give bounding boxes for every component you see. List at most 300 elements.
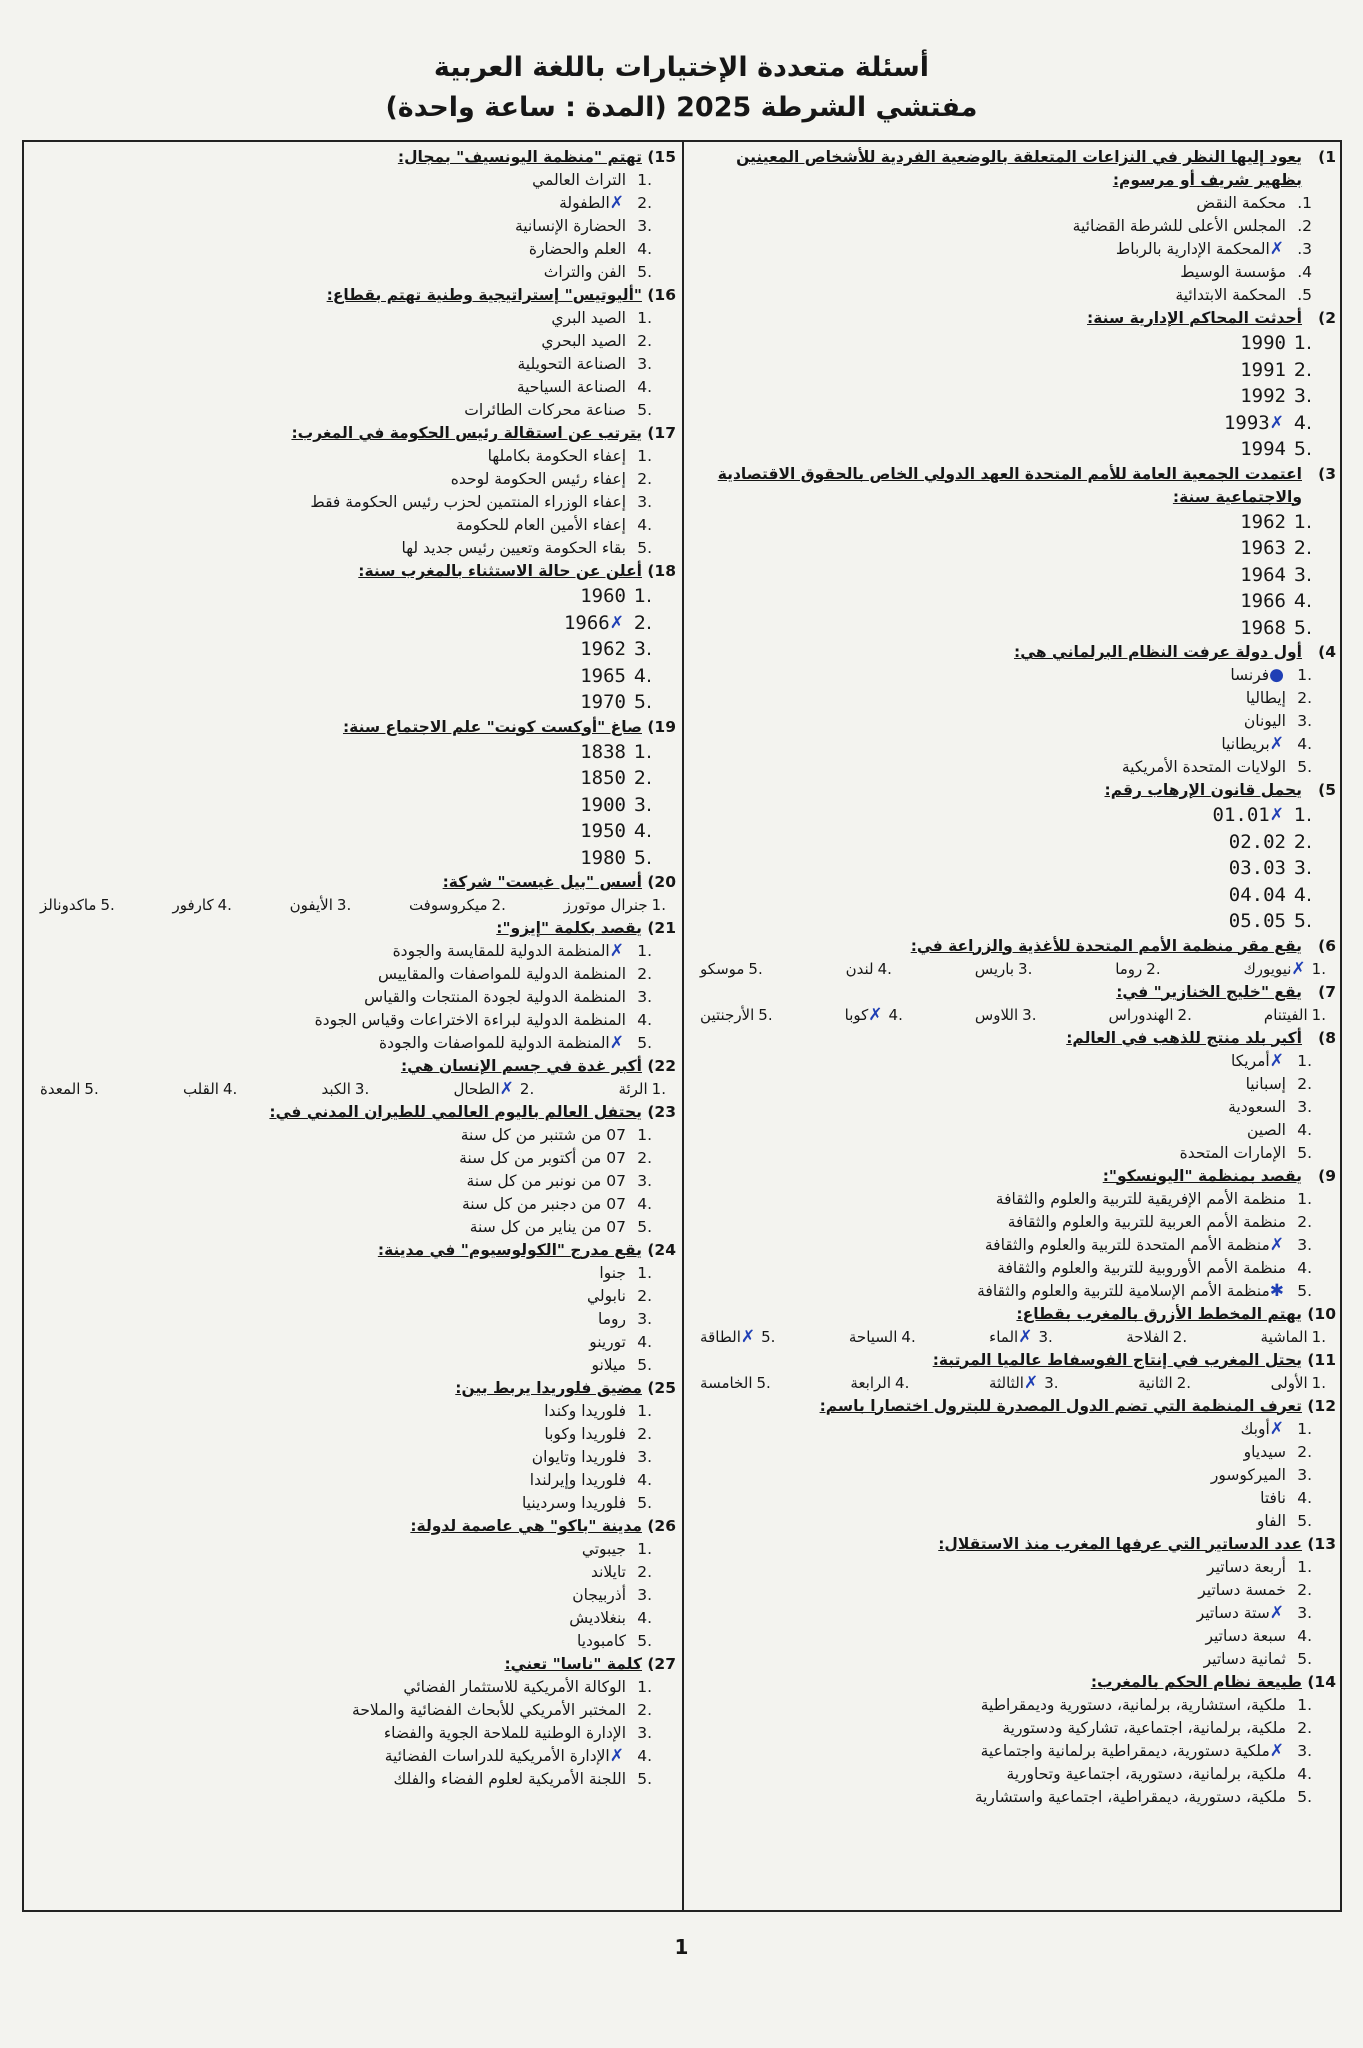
question-text: يقصد بمنظمة "اليونسكو":	[1102, 1166, 1302, 1185]
page-number: 1	[674, 1935, 689, 1959]
option-text: 1900	[580, 793, 626, 816]
option-text: الأولى	[1270, 1373, 1308, 1392]
answer-option	[690, 261, 1312, 284]
question-number: 23)	[647, 1103, 676, 1121]
options-list	[30, 1676, 676, 1791]
option-number: .3	[637, 1586, 652, 1604]
option-number: .4	[1297, 1488, 1312, 1507]
options-list	[690, 1188, 1336, 1303]
answer-option	[30, 399, 652, 422]
options-list	[30, 583, 676, 716]
option-number: .5	[761, 1327, 776, 1346]
option-number: .4	[877, 959, 892, 978]
option-number: .4	[901, 1327, 916, 1346]
answer-option	[30, 1124, 652, 1147]
option-number: .4	[1297, 1258, 1312, 1277]
option-text: 07 من أكتوبر من كل سنة	[459, 1149, 626, 1167]
option-number: .3	[1044, 1373, 1059, 1392]
option-number: .2	[1293, 358, 1312, 381]
answer-option	[690, 1464, 1312, 1487]
question	[690, 1349, 1336, 1395]
option-text: إعفاء الوزراء المنتمين لحزب رئيس الحكومة فقط	[310, 493, 626, 511]
answer-option	[564, 894, 666, 917]
option-number: .5	[637, 1356, 652, 1374]
option-number: .1	[637, 1126, 652, 1144]
option-number: .3	[637, 493, 652, 511]
option-number: .2	[637, 1287, 652, 1305]
option-text: 1838	[580, 740, 626, 763]
option-text: 07 من دجنبر من كل سنة	[461, 1195, 626, 1213]
option-number: .1	[1293, 804, 1312, 826]
question-stem	[690, 935, 1336, 958]
question-text: تهتم "منظمة اليونسيف" بمجال:	[397, 148, 642, 166]
option-text: أذربيجان	[572, 1586, 626, 1604]
option-number: .4	[637, 1011, 652, 1029]
option-text: الرابعة	[850, 1373, 892, 1392]
option-text: منظمة الأمم المتحدة للتربية والعلوم والثقافة	[984, 1235, 1270, 1254]
answer-option	[690, 664, 1312, 687]
right-column	[690, 146, 1336, 1809]
option-number: .5	[637, 1632, 652, 1650]
answer-option	[690, 1050, 1312, 1073]
option-text: فلوريدا وكوبا	[544, 1425, 626, 1443]
option-number: .5	[637, 539, 652, 557]
option-number: .2	[637, 1563, 652, 1581]
answer-option	[30, 215, 652, 238]
answer-option	[849, 1326, 916, 1349]
answer-option	[30, 1216, 652, 1239]
answer-option	[30, 468, 652, 491]
option-text: 1990	[1240, 332, 1286, 354]
answer-option	[30, 376, 652, 399]
question-stem	[690, 1395, 1336, 1418]
option-number: .2	[1297, 1074, 1312, 1093]
option-text: 1968	[1240, 616, 1286, 639]
option-text: أربعة دساتير	[1207, 1557, 1286, 1576]
option-number: .4	[1297, 735, 1312, 753]
option-text: المنظمة الدولية لجودة المنتجات والقياس	[364, 988, 626, 1006]
answer-option	[290, 894, 352, 917]
option-number: .1	[637, 1264, 652, 1282]
option-text: 1963	[1240, 537, 1286, 559]
option-number: .4	[222, 1080, 238, 1098]
question-number: 24)	[647, 1241, 676, 1259]
option-number: .5	[1297, 1281, 1312, 1300]
answer-option	[30, 169, 652, 192]
answer-option	[700, 958, 763, 981]
option-text: 1991	[1240, 358, 1286, 381]
option-text: الخامسة	[700, 1373, 753, 1392]
option-number: .5	[1297, 1143, 1312, 1162]
answer-option	[30, 261, 652, 284]
option-text: مؤسسة الوسيط	[1180, 263, 1286, 281]
question-text: أكبر غدة في جسم الإنسان هي:	[400, 1057, 642, 1075]
question-text: يحمل قانون الإرهاب رقم:	[1104, 781, 1302, 799]
question	[690, 1395, 1336, 1533]
option-text: كارفور	[172, 896, 214, 914]
option-number: .4	[217, 896, 232, 914]
question-stem	[30, 917, 676, 940]
pen-mark-icon: ✗	[740, 1326, 756, 1347]
question-stem	[30, 1101, 676, 1124]
option-number: 5.	[1297, 286, 1312, 304]
pen-mark-icon: ✗	[1018, 1326, 1033, 1347]
question-stem	[690, 146, 1336, 192]
option-text: فلوريدا وكندا	[544, 1402, 626, 1420]
answer-option	[30, 1469, 652, 1492]
answer-option	[690, 1694, 1312, 1717]
option-text: إعفاء رئيس الحكومة لوحده	[450, 470, 626, 488]
option-text: أوبك	[1240, 1419, 1270, 1438]
question-text: تعرف المنظمة التي تضم الدول المصدرة للبترول اختصارا باسم:	[819, 1396, 1302, 1415]
question	[30, 422, 676, 560]
option-text: 02.02	[1228, 830, 1286, 853]
question-text: يقع "خليج الخنازير" في:	[1116, 982, 1302, 1001]
option-number: .1	[637, 447, 652, 465]
pen-mark-icon: ✗	[609, 193, 624, 213]
option-number: .5	[637, 263, 652, 281]
answer-option	[690, 1763, 1312, 1786]
answer-option	[30, 1768, 652, 1791]
answer-option	[846, 958, 892, 981]
option-number: .1	[1293, 332, 1312, 354]
options-list	[30, 1262, 676, 1377]
answer-option	[30, 765, 652, 792]
pen-mark-icon: ✗	[1269, 734, 1284, 754]
question	[690, 935, 1336, 981]
question	[30, 917, 676, 1055]
question	[30, 284, 676, 422]
question-text: يعود إليها النظر في النزاعات المتعلقة بالوضعية الفردية للأشخاص المعينين بظهير شريف أو مرسوم:	[736, 148, 1302, 189]
answer-option	[30, 537, 652, 560]
answer-option	[30, 353, 652, 376]
question	[30, 871, 676, 917]
question-number: 14)	[1307, 1672, 1336, 1691]
question-stem	[690, 1027, 1336, 1050]
option-number: .2	[1293, 830, 1312, 853]
question-text: أسس "بيل غيست" شركة:	[442, 873, 642, 891]
answer-option	[30, 792, 652, 819]
option-text: موسكو	[700, 959, 745, 978]
question-text: أعلن عن حالة الاستثناء بالمغرب سنة:	[358, 562, 642, 580]
answer-option	[690, 410, 1312, 437]
option-number: .2	[637, 965, 652, 983]
option-number: .3	[1293, 385, 1312, 407]
option-number: .2	[633, 767, 652, 789]
answer-option	[30, 238, 652, 261]
option-text: 1966	[1240, 590, 1286, 612]
option-number: .3	[354, 1080, 370, 1098]
answer-option	[690, 436, 1312, 463]
option-text: 1994	[1240, 438, 1286, 460]
options-list	[30, 445, 676, 560]
option-number: .5	[1297, 1649, 1312, 1668]
question	[30, 1515, 676, 1653]
option-number: .5	[100, 896, 115, 914]
answer-option	[690, 1556, 1312, 1579]
option-text: 05.05	[1228, 910, 1286, 932]
answer-option	[690, 284, 1312, 307]
option-number: .1	[637, 1402, 652, 1420]
answer-option	[975, 958, 1033, 981]
option-number: .2	[1177, 1005, 1192, 1024]
answer-option	[690, 1510, 1312, 1533]
answer-option	[30, 1630, 652, 1653]
answer-option	[690, 615, 1312, 642]
answer-option	[30, 636, 652, 663]
question-stem	[690, 1303, 1336, 1326]
option-text: الفلاحة	[1126, 1327, 1169, 1346]
question-number: 3)	[1318, 464, 1336, 483]
option-text: الإدارة الأمريكية للدراسات الفضائية	[384, 1747, 610, 1765]
option-number: .5	[637, 1218, 652, 1236]
pen-mark-icon: ✗	[609, 612, 624, 633]
question	[30, 1653, 676, 1791]
answer-option	[690, 1579, 1312, 1602]
option-number: .1	[1297, 1419, 1312, 1438]
option-text: 1965	[580, 664, 626, 687]
option-text: إسبانيا	[1245, 1074, 1286, 1093]
option-text: الماشية	[1260, 1327, 1308, 1346]
answer-option	[30, 1423, 652, 1446]
option-text: الأيفون	[289, 896, 333, 914]
option-number: .3	[633, 793, 652, 816]
answer-option	[409, 894, 506, 917]
option-text: الطحال	[453, 1080, 500, 1098]
question-text: صاغ "أوكست كونت" علم الاجتماع سنة:	[342, 717, 642, 736]
answer-option	[618, 1078, 666, 1101]
option-text: المنظمة الدولية للمواصفات والجودة	[378, 1034, 610, 1052]
answer-option	[30, 1354, 652, 1377]
option-text: ملكية دستورية، ديمقراطية برلمانية واجتماعية	[980, 1741, 1270, 1760]
answer-option	[690, 588, 1312, 615]
option-text: الرئة	[618, 1080, 648, 1098]
option-number: .1	[1311, 959, 1326, 978]
option-text: الهندوراس	[1108, 1005, 1174, 1024]
question-stem	[690, 1533, 1336, 1556]
options-list	[30, 1124, 676, 1239]
option-number: .5	[637, 1494, 652, 1512]
option-number: .1	[651, 1080, 666, 1098]
answer-option	[30, 663, 652, 690]
answer-option	[845, 1004, 903, 1027]
option-text: 1970	[580, 691, 626, 713]
option-text: ملكية، برلمانية، اجتماعية، تشاركية ودستورية	[1002, 1718, 1286, 1737]
option-number: .2	[637, 194, 652, 212]
option-text: 07 من نونبر من كل سنة	[466, 1172, 626, 1190]
question	[30, 716, 676, 872]
question-number: 12)	[1307, 1396, 1336, 1415]
option-number: .1	[1297, 1189, 1312, 1208]
answer-option	[30, 1676, 652, 1699]
options-list	[30, 739, 676, 872]
option-text: المحكمة الإدارية بالرباط	[1115, 240, 1270, 258]
option-text: فلوريدا وإيرلندا	[529, 1471, 626, 1489]
option-number: .2	[637, 1425, 652, 1443]
options-list	[690, 330, 1336, 463]
question-text: أكبر بلد منتج للذهب في العالم:	[1066, 1028, 1302, 1047]
question	[30, 146, 676, 284]
column-divider	[682, 140, 684, 1912]
answer-option	[989, 1372, 1059, 1395]
option-number: .5	[637, 1034, 652, 1052]
option-text: ستة دساتير	[1196, 1603, 1270, 1622]
options-list	[30, 1538, 676, 1653]
question	[690, 1303, 1336, 1349]
option-number: .3	[637, 217, 652, 235]
option-number: .5	[1297, 758, 1312, 776]
option-text: نافتا	[1260, 1488, 1286, 1507]
option-text: جنرال موتورز	[563, 896, 648, 914]
option-text: إيطاليا	[1245, 689, 1286, 707]
answer-option	[30, 1308, 652, 1331]
option-text: 07 من شتنبر من كل سنة	[460, 1126, 626, 1144]
option-text: 1964	[1240, 563, 1286, 586]
option-text: لندن	[845, 959, 874, 978]
option-text: الوكالة الأمريكية للاستثمار الفضائي	[403, 1678, 626, 1696]
answer-option	[690, 1234, 1312, 1257]
option-number: .5	[84, 1080, 99, 1098]
option-text: 1966	[563, 611, 610, 634]
option-number: .3	[1022, 1005, 1037, 1024]
option-number: .3	[1297, 1097, 1312, 1116]
answer-option	[989, 1326, 1053, 1349]
answer-option	[30, 1193, 652, 1216]
exam-subtitle: مفتشي الشرطة 2025 (المدة : ساعة واحدة)	[385, 92, 978, 123]
option-number: .4	[637, 1333, 652, 1351]
option-text: الكبد	[321, 1080, 351, 1098]
options-list	[690, 1694, 1336, 1809]
answer-option	[690, 1487, 1312, 1510]
option-number: .2	[633, 611, 652, 634]
option-number: .1	[1297, 1051, 1312, 1070]
answer-option	[30, 1492, 652, 1515]
answer-option	[30, 1262, 652, 1285]
question	[30, 560, 676, 716]
answer-option	[183, 1078, 237, 1101]
answer-option	[690, 1211, 1312, 1234]
option-number: .3	[637, 988, 652, 1006]
option-text: السياحة	[848, 1327, 898, 1346]
answer-option	[30, 739, 652, 766]
question-text: يقصد بكلمة "إيزو":	[496, 919, 642, 937]
option-text: الفن والتراث	[543, 263, 626, 281]
option-text: 1993	[1223, 411, 1270, 434]
question-stem	[30, 422, 676, 445]
question-number: 21)	[647, 919, 676, 937]
option-number: .1	[633, 585, 652, 607]
option-number: .5	[1297, 1511, 1312, 1530]
option-number: .1	[637, 309, 652, 327]
option-number: .5	[1293, 616, 1312, 639]
option-text: الصيد البحري	[541, 332, 626, 350]
options-row	[690, 1004, 1336, 1027]
answer-option	[40, 894, 115, 917]
answer-option	[1271, 1372, 1326, 1395]
question-text: يترتب عن استقالة رئيس الحكومة في المغرب:	[291, 424, 642, 442]
options-row	[30, 894, 676, 917]
answer-option	[690, 1625, 1312, 1648]
option-text: منظمة الأمم العربية للتربية والعلوم والثقافة	[1007, 1212, 1286, 1231]
option-number: .1	[1311, 1327, 1326, 1346]
answer-option	[700, 1372, 771, 1395]
option-number: .5	[1293, 910, 1312, 932]
options-row	[690, 1372, 1336, 1395]
question-stem	[30, 1239, 676, 1262]
question-stem	[30, 1653, 676, 1676]
option-number: .3	[336, 896, 352, 914]
question-number: 17)	[647, 424, 676, 442]
option-text: الميركوسور	[1210, 1465, 1286, 1484]
answer-option	[30, 1147, 652, 1170]
option-number: .2	[1146, 959, 1161, 978]
option-number: .4	[895, 1373, 910, 1392]
question-stem	[30, 1055, 676, 1078]
answer-option	[1261, 1326, 1326, 1349]
pen-mark-icon: ✗	[1269, 1740, 1284, 1761]
option-text: تايلاند	[590, 1563, 626, 1581]
option-text: الصين	[1247, 1120, 1286, 1139]
answer-option	[690, 1280, 1312, 1303]
option-number: .1	[637, 1540, 652, 1558]
option-number: .4	[637, 240, 652, 258]
answer-option	[30, 491, 652, 514]
option-text: نيويورك	[1243, 959, 1292, 978]
answer-option	[690, 1418, 1312, 1441]
options-list	[690, 664, 1336, 779]
answer-option	[30, 1285, 652, 1308]
answer-option	[690, 1188, 1312, 1211]
option-text: الصيد البري	[551, 309, 626, 327]
question-stem	[690, 981, 1336, 1004]
option-text: المجلس الأعلى للشرطة القضائية	[1072, 217, 1286, 235]
question-number: 20)	[647, 873, 676, 891]
option-text: المنظمة الدولية لبراءة الاختراعات وقياس الجودة	[314, 1011, 626, 1029]
option-number: .2	[1172, 1327, 1188, 1346]
option-number: .1	[1311, 1373, 1326, 1392]
option-text: إعفاء الأمين العام للحكومة	[456, 516, 626, 534]
answer-option	[690, 882, 1312, 909]
answer-option	[40, 1078, 99, 1101]
option-number: .4	[633, 664, 652, 687]
question	[690, 1027, 1336, 1165]
option-number: .1	[1311, 1005, 1326, 1024]
options-row	[690, 958, 1336, 981]
option-text: باريس	[974, 959, 1015, 978]
option-text: جيبوتي	[581, 1540, 626, 1558]
question-number: 26)	[647, 1517, 676, 1535]
option-text: الإدارة الوطنية للملاحة الجوية والفضاء	[383, 1724, 626, 1742]
option-number: .3	[637, 1724, 652, 1742]
question-text: يقع مدرج "الكولوسيوم" في مدينة:	[377, 1241, 642, 1259]
option-text: الإمارات المتحدة	[1179, 1143, 1286, 1162]
option-text: روما	[1115, 959, 1143, 978]
question-stem	[690, 1349, 1336, 1372]
question-number: 6)	[1318, 936, 1336, 955]
option-number: .2	[637, 470, 652, 488]
answer-option	[690, 1441, 1312, 1464]
option-text: العلم والحضارة	[528, 240, 626, 258]
option-text: القلب	[182, 1080, 219, 1098]
question-stem	[30, 1377, 676, 1400]
question-number: 10)	[1307, 1304, 1336, 1323]
option-number: .2	[637, 332, 652, 350]
question-number: 4)	[1318, 643, 1336, 661]
answer-option	[30, 1032, 652, 1055]
question	[690, 307, 1336, 463]
left-column	[30, 146, 676, 1791]
answer-option	[690, 733, 1312, 756]
